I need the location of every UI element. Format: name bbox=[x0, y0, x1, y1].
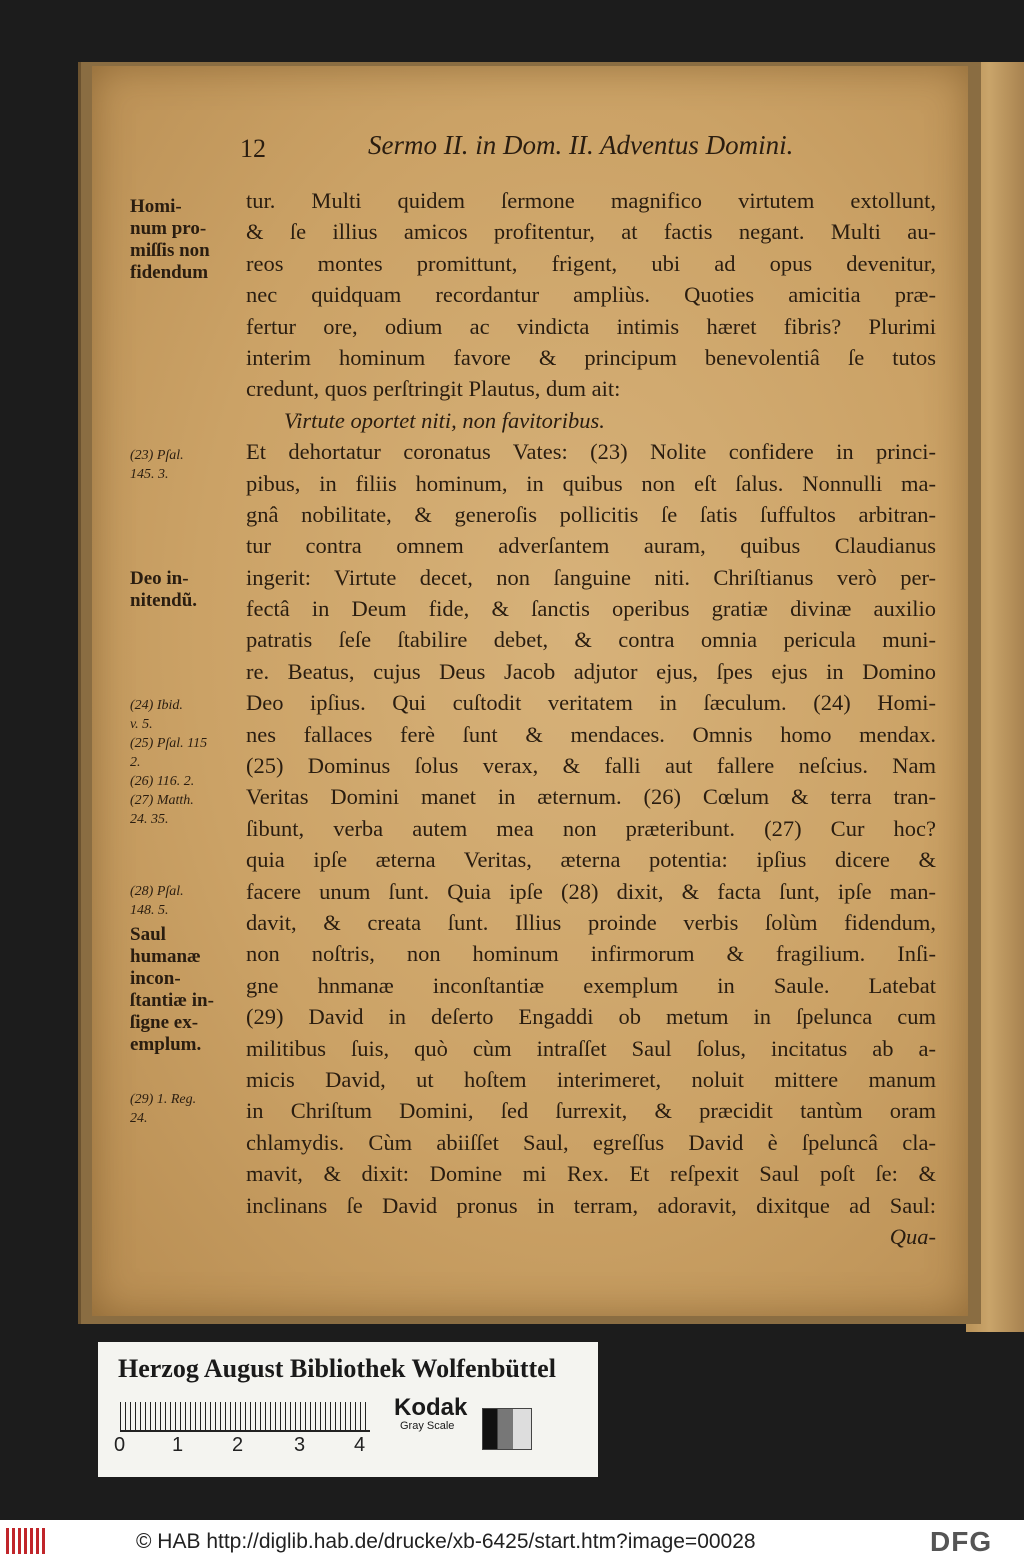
margin-note-line: fidendum bbox=[130, 262, 209, 283]
text-line: & ſe illius amicos profitentur, at factis negant. Multi au- bbox=[246, 219, 936, 245]
gray-scale-swatch bbox=[482, 1408, 532, 1450]
margin-note-line: incon- bbox=[130, 968, 181, 989]
footer-bar bbox=[0, 1520, 1024, 1563]
margin-note-line: num pro- bbox=[130, 218, 207, 239]
margin-note-line: (27) Matth. bbox=[130, 793, 194, 808]
ruler-number: 1 bbox=[172, 1434, 184, 1456]
text-line: micis David, ut hoſtem interimeret, noluit mittere manum bbox=[246, 1066, 936, 1092]
text-line: inclinans ſe David pronus in terram, adoravit, dixitque ad Saul: bbox=[246, 1192, 936, 1218]
text-line: mavit, & dixit: Domine mi Rex. Et reſpexit Saul poſt ſe: & bbox=[246, 1161, 936, 1187]
margin-note-line: miſſis non bbox=[130, 240, 210, 261]
text-line: reos montes promittunt, frigent, ubi ad opus devenitur, bbox=[246, 250, 936, 276]
text-line: (29) David in deſerto Engaddi ob metum in ſpelunca cum bbox=[246, 1004, 936, 1030]
scale-ruler bbox=[120, 1402, 370, 1432]
text-line: tur. Multi quidem ſermone magnifico virtutem extollunt, bbox=[246, 188, 936, 213]
page-number: 12 bbox=[240, 134, 266, 163]
kodak-brand: Kodak bbox=[394, 1394, 468, 1421]
text-line: Veritas Domini manet in æternum. (26) Cœlum & terra tran- bbox=[246, 784, 936, 810]
text-line: quia ipſe æterna Veritas, æterna potentia: ipſius dicere & bbox=[246, 847, 936, 873]
text-line: militibus ſuis, quò cùm intraſſet Saul ſolus, incitatus ab a- bbox=[246, 1035, 936, 1061]
margin-note-line: 145. 3. bbox=[130, 467, 169, 482]
text-line: fertur ore, odium ac vindicta intimis hæret fibris? Plurimi bbox=[246, 313, 936, 339]
margin-note-line: v. 5. bbox=[130, 717, 153, 732]
text-line: in Chriſtum Domini, ſed ſurrexit, & præcidit tantùm oram bbox=[246, 1098, 936, 1124]
margin-note-line: ſtantiæ in- bbox=[130, 990, 214, 1011]
margin-note-homines bbox=[130, 196, 248, 284]
text-line: pibus, in filiis hominum, in quibus non eſt ſalus. Nonnulli ma- bbox=[246, 470, 936, 496]
margin-note-line: 24. 35. bbox=[130, 812, 169, 827]
margin-note-line: (25) Pſal. 115 bbox=[130, 736, 208, 751]
running-head-title: Sermo II. in Dom. II. Adventus Domini. bbox=[368, 130, 794, 160]
text-line: ingerit: Virtute decet, non ſanguine niti. Chriſtianus verò per- bbox=[246, 564, 936, 590]
margin-note-line: 24. bbox=[130, 1111, 148, 1126]
text-line: ſibunt, verba autem mea non præteribunt. (27) Cur hoc? bbox=[246, 815, 936, 841]
margin-note-line: emplum. bbox=[130, 1034, 202, 1055]
text-line: tur contra omnem adverſantem auram, quibus Claudianus bbox=[246, 533, 936, 559]
running-head bbox=[240, 128, 840, 168]
text-line: interim hominum favore & principum benevolentiâ ſe tutos bbox=[246, 344, 936, 370]
text-line: nec quidquam recordantur ampliùs. Quoties amicitia præ- bbox=[246, 282, 936, 308]
margin-note-line: (28) Pſal. bbox=[130, 884, 184, 899]
hab-logo-icon bbox=[6, 1528, 48, 1554]
ruler-number: 3 bbox=[294, 1434, 306, 1456]
gray-scale-label: Gray Scale bbox=[400, 1420, 455, 1432]
credit-link[interactable]: © HAB http://diglib.hab.de/drucke/xb-6425/start.htm?image=00028 bbox=[136, 1530, 756, 1553]
margin-note-line: 2. bbox=[130, 755, 141, 770]
text-line: chlamydis. Cùm abiiſſet Saul, egreſſus David è ſpeluncâ cla- bbox=[246, 1129, 936, 1155]
ruler-number: 2 bbox=[232, 1434, 244, 1456]
margin-note-saul bbox=[130, 924, 248, 1056]
text-line: (25) Dominus ſolus verax, & falli aut fallere neſcius. Nam bbox=[246, 753, 936, 779]
text-line: fectâ in Deum fide, & ſanctis operibus gratiæ divinæ auxilio bbox=[246, 596, 936, 622]
library-name: Herzog August Bibliothek Wolfenbüttel bbox=[118, 1354, 556, 1383]
margin-note-deo bbox=[130, 568, 248, 612]
text-line: Et dehortatur coronatus Vates: (23) Nolite confidere in princi- bbox=[246, 439, 936, 465]
margin-ref-23 bbox=[130, 446, 248, 484]
ruler-number: 4 bbox=[354, 1434, 366, 1456]
quotation-line: Virtute oportet niti, non favitoribus. bbox=[284, 407, 605, 433]
text-line: Deo ipſius. Qui cuſtodit veritatem in ſæculum. (24) Homi- bbox=[246, 690, 936, 716]
margin-ref-24-27 bbox=[130, 696, 248, 829]
margin-note-line: (26) 116. 2. bbox=[130, 774, 195, 789]
margin-note-line: 148. 5. bbox=[130, 903, 169, 918]
kodak-mark bbox=[394, 1394, 467, 1432]
margin-note-line: nitendũ. bbox=[130, 590, 198, 611]
ruler-number: 0 bbox=[114, 1434, 126, 1456]
catchword: Qua- bbox=[889, 1223, 936, 1249]
text-line: davit, & creata ſunt. Illius proinde verbis ſolùm fidendum, bbox=[246, 909, 936, 935]
text-line: gne hnmanæ inconſtantiæ exemplum in Saule. Latebat bbox=[246, 972, 936, 998]
margin-note-line: Homi- bbox=[130, 196, 182, 217]
scan-label bbox=[98, 1342, 598, 1477]
margin-note-line: (23) Pſal. bbox=[130, 448, 184, 463]
dfg-logo: DFG bbox=[930, 1526, 993, 1557]
margin-ref-29 bbox=[130, 1090, 248, 1128]
text-line: patratis ſeſe ſtabilire debet, & contra omnia pericula muni- bbox=[246, 627, 936, 653]
margin-note-line: (29) 1. Reg. bbox=[130, 1092, 197, 1107]
margin-note-line: Saul bbox=[130, 924, 166, 945]
body-text bbox=[246, 185, 936, 1252]
margin-note-line: humanæ bbox=[130, 946, 201, 967]
text-line: facere unum ſunt. Quia ipſe (28) dixit, & facta ſunt, ipſe man- bbox=[246, 878, 936, 904]
text-line: non noſtris, non hominum infirmorum & fragilium. Inſi- bbox=[246, 941, 936, 967]
text-line: gnâ nobilitate, & generoſis pollicitis ſe ſatis ſuffultos arbitran- bbox=[246, 501, 936, 527]
margin-ref-28 bbox=[130, 882, 248, 920]
text-line: re. Beatus, cujus Deus Jacob adjutor ejus, ſpes ejus in Domino bbox=[246, 658, 936, 684]
margin-note-line: Deo in- bbox=[130, 568, 189, 589]
text-line: credunt, quos perſtringit Plautus, dum ait: bbox=[246, 376, 621, 402]
margin-note-line: (24) Ibid. bbox=[130, 698, 183, 713]
margin-note-line: ſigne ex- bbox=[130, 1012, 199, 1033]
text-line: nes fallaces ferè ſunt & mendaces. Omnis homo mendax. bbox=[246, 721, 936, 747]
